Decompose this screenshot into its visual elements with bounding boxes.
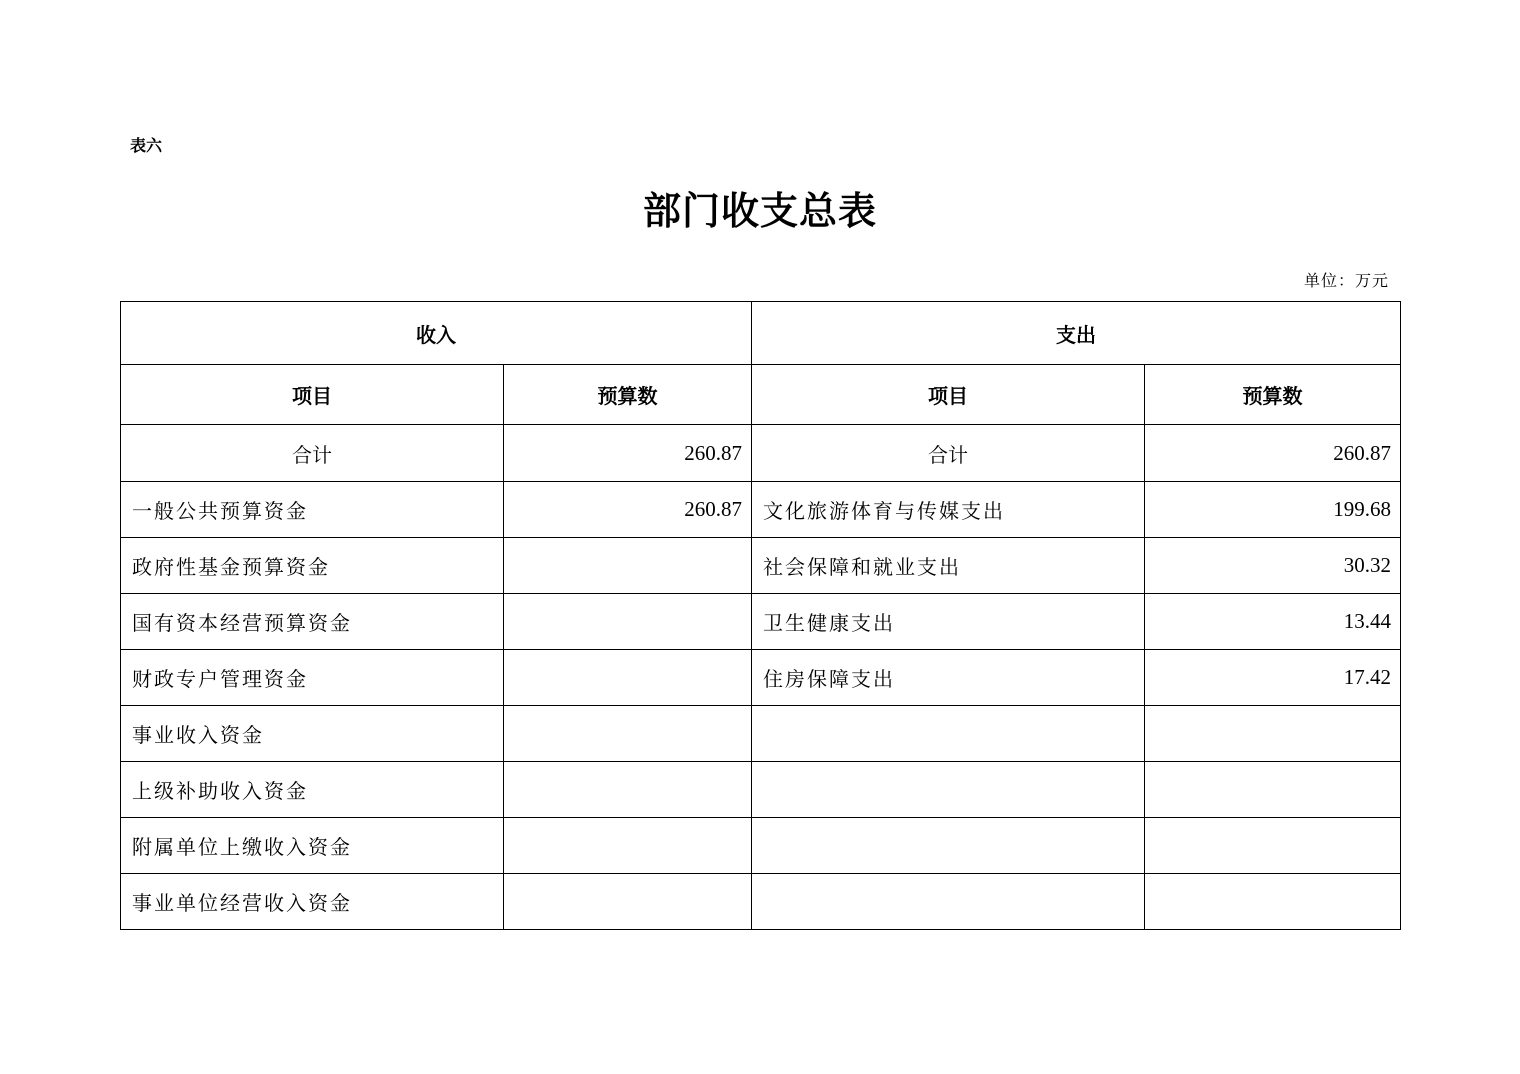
expense-item: 社会保障和就业支出	[752, 538, 1145, 594]
income-value	[504, 650, 752, 706]
table-header-row	[121, 302, 1401, 365]
income-item: 国有资本经营预算资金	[121, 594, 504, 650]
expense-item	[752, 874, 1145, 930]
expense-value	[1145, 762, 1401, 818]
expense-value	[1145, 706, 1401, 762]
income-item: 事业单位经营收入资金	[121, 874, 504, 930]
income-total-label: 合计	[121, 425, 504, 482]
table-subheader-row	[121, 365, 1401, 425]
expense-total-value: 260.87	[1145, 425, 1401, 482]
table-row	[121, 818, 1401, 874]
total-row	[121, 425, 1401, 482]
expense-value	[1145, 818, 1401, 874]
income-value	[504, 762, 752, 818]
unit-label: 单位：万元	[1303, 271, 1389, 290]
income-item: 一般公共预算资金	[121, 482, 504, 538]
expense-item	[752, 818, 1145, 874]
expense-value: 30.32	[1145, 538, 1401, 594]
expense-total-label: 合计	[752, 425, 1145, 482]
budget-table	[120, 301, 1401, 930]
expense-value	[1145, 874, 1401, 930]
income-item: 财政专户管理资金	[121, 650, 504, 706]
table-row	[121, 594, 1401, 650]
expense-header: 支出	[752, 302, 1401, 365]
expense-value: 17.42	[1145, 650, 1401, 706]
expense-item	[752, 706, 1145, 762]
table-row	[121, 762, 1401, 818]
income-value	[504, 594, 752, 650]
table-row	[121, 706, 1401, 762]
income-item: 上级补助收入资金	[121, 762, 504, 818]
income-budget-header: 预算数	[504, 365, 752, 425]
table-row	[121, 482, 1401, 538]
expense-item	[752, 762, 1145, 818]
table-row	[121, 650, 1401, 706]
income-item: 政府性基金预算资金	[121, 538, 504, 594]
expense-value: 199.68	[1145, 482, 1401, 538]
expense-budget-header: 预算数	[1145, 365, 1401, 425]
income-item: 事业收入资金	[121, 706, 504, 762]
page-title: 部门收支总表	[642, 188, 877, 233]
income-value	[504, 706, 752, 762]
expense-item: 卫生健康支出	[752, 594, 1145, 650]
income-total-value: 260.87	[504, 425, 752, 482]
table-row	[121, 538, 1401, 594]
expense-value: 13.44	[1145, 594, 1401, 650]
expense-item: 文化旅游体育与传媒支出	[752, 482, 1145, 538]
table-number-label: 表六	[130, 136, 163, 155]
income-item: 附属单位上缴收入资金	[121, 818, 504, 874]
income-value: 260.87	[504, 482, 752, 538]
income-value	[504, 818, 752, 874]
income-value	[504, 538, 752, 594]
table-row	[121, 874, 1401, 930]
income-item-header: 项目	[121, 365, 504, 425]
expense-item-header: 项目	[752, 365, 1145, 425]
expense-item: 住房保障支出	[752, 650, 1145, 706]
income-header: 收入	[121, 302, 752, 365]
income-value	[504, 874, 752, 930]
